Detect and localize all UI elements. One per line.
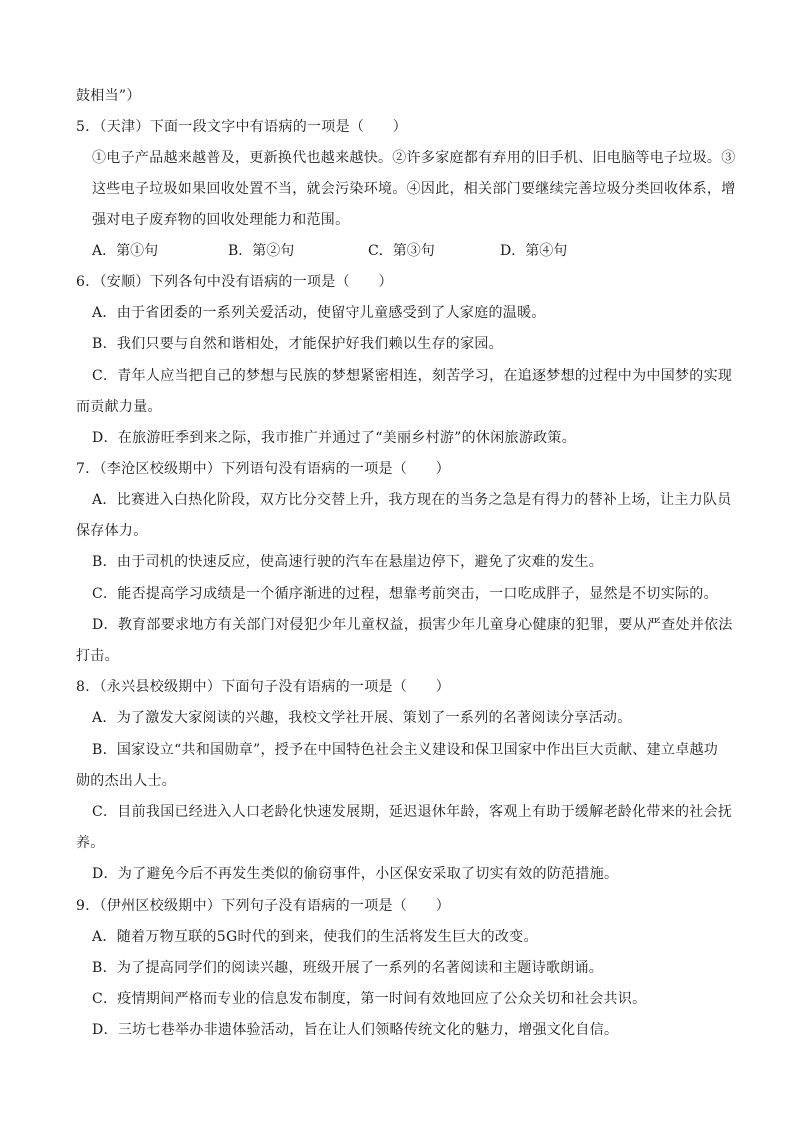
question-8-option-d: D．为了避免今后不再发生类似的偷窃事件，小区保安采取了切实有效的防范措施。 xyxy=(92,866,619,882)
question-7-option-a-cont: 保存体力。 xyxy=(76,523,148,539)
question-5-passage: 强对电子废弃物的回收处理能力和范围。 xyxy=(92,212,350,228)
question-7-option-d-cont: 打击。 xyxy=(76,648,119,664)
question-7-option-c: C．能否提高学习成绩是一个循序渐进的过程，想靠考前突击，一口吃成胖子，显然是不切实际的。 xyxy=(92,586,718,602)
question-6-option-a: A．由于省团委的一系列关爱活动，使留守儿童感受到了人家庭的温暖。 xyxy=(92,305,546,321)
continued-text: 鼓相当”） xyxy=(76,88,141,104)
question-9-option-b: B．为了提高同学们的阅读兴趣，班级开展了一系列的名著阅读和主题诗歌朗诵。 xyxy=(92,960,604,976)
question-7-option-a: A．比赛进入白热化阶段，双方比分交替上升，我方现在的当务之急是有得力的替补上场，让主力队员 xyxy=(92,492,732,508)
option-a: A．第①句 xyxy=(92,243,159,259)
question-6-option-b: B．我们只要与自然和谐相处，才能保护好我们赖以生存的家园。 xyxy=(92,336,503,352)
question-5-passage: 这些电子垃圾如果回收处置不当，就会污染环境。④因此，相关部门要继续完善垃圾分类回收体系，增 xyxy=(92,181,736,197)
question-9-option-d: D．三坊七巷举办非遗体验活动，旨在让人们领略传统文化的魅力，增强文化自信。 xyxy=(92,1022,619,1038)
question-8-option-c: C．目前我国已经进入人口老龄化快速发展期，延迟退休年龄，客观上有助于缓解老龄化带来的社会抚 xyxy=(92,804,733,820)
question-6-option-d: D．在旅游旺季到来之际，我市推广并通过了“美丽乡村游”的休闲旅游政策。 xyxy=(92,430,577,446)
option-b: B．第②句 xyxy=(228,243,295,259)
question-7-option-d: D．教育部要求地方有关部门对侵犯少年儿童权益，损害少年儿童身心健康的犯罪，要从严查处并依法 xyxy=(92,617,733,633)
question-6-stem: 6．（安顺）下列各句中没有语病的一项是（ ） xyxy=(76,274,393,290)
question-7-option-b: B．由于司机的快速反应，使高速行驶的汽车在悬崖边停下，避免了灾难的发生。 xyxy=(92,554,604,570)
question-8-option-a: A．为了激发大家阅读的兴趣，我校文学社开展、策划了一系列的名著阅读分享活动。 xyxy=(92,710,632,726)
question-9-option-c: C．疫情期间严格而专业的信息发布制度，第一时间有效地回应了公众关切和社会共识。 xyxy=(92,991,647,1007)
question-5-stem: 5．（天津）下面一段文字中有语病的一项是（ ） xyxy=(76,119,408,135)
question-8-option-b-cont: 勋的杰出人士。 xyxy=(76,773,177,789)
question-7-stem: 7．（李沧区校级期中）下列语句没有语病的一项是（ ） xyxy=(76,461,451,477)
question-6-option-c: C．青年人应当把自己的梦想与民族的梦想紧密相连，刻苦学习，在追逐梦想的过程中为中国梦的实现 xyxy=(92,368,733,384)
question-9-stem: 9．（伊州区校级期中）下列句子没有语病的一项是（ ） xyxy=(76,898,451,914)
question-5-passage: ①电子产品越来越普及，更新换代也越来越快。②许多家庭都有弃用的旧手机、旧电脑等电子垃圾。③ xyxy=(92,150,736,166)
question-6-option-c-cont: 而贡献力量。 xyxy=(76,399,162,415)
option-c: C．第③句 xyxy=(368,243,435,259)
question-9-option-a: A．随着万物互联的5G时代的到来，使我们的生活将发生巨大的改变。 xyxy=(92,929,538,945)
option-d: D．第④句 xyxy=(500,243,568,259)
question-8-option-b: B．国家设立“共和国勋章”，授予在中国特色社会主义建设和保卫国家中作出巨大贡献、建立卓越功 xyxy=(92,742,719,758)
question-8-stem: 8．（永兴县校级期中）下面句子没有语病的一项是（ ） xyxy=(76,679,451,695)
question-8-option-c-cont: 养。 xyxy=(76,835,105,851)
